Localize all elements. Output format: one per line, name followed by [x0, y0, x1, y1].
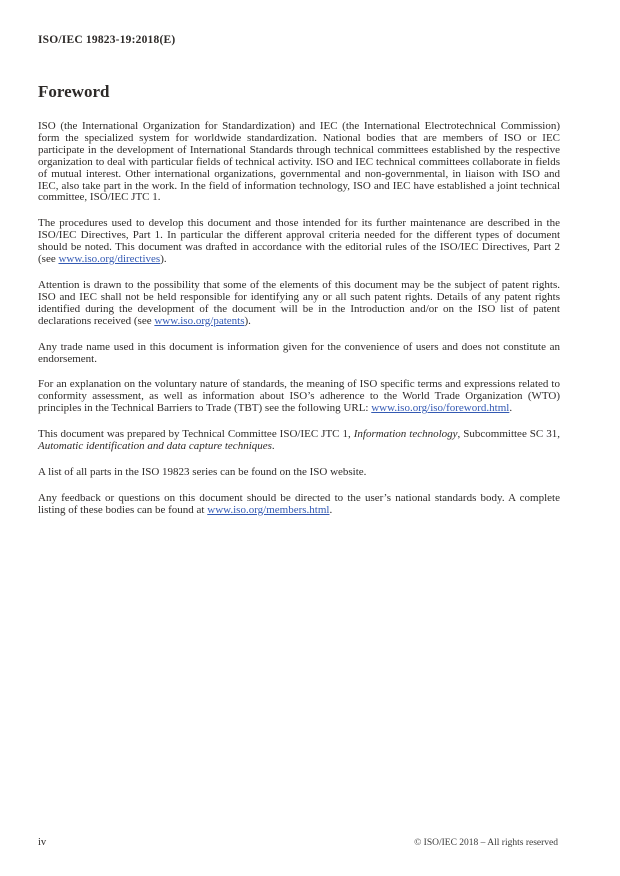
page-number: iv	[38, 837, 47, 848]
page-title: Foreword	[38, 82, 110, 101]
text-run: ISO (the International Organization for Standardization) and IEC (the International Electrotechnical Commission) form the specialized system for worldwide standardization. National bodies that are members of ISO or IEC participate in the development of International Standards through technical committees established by the respective organization to deal with particular fields of technical activity. ISO and IEC technical committees collaborate in fields of mutual interest. Other international organizations, governmental and non-governmental, in liaison with ISO and IEC, also take part in the work. In the field of information technology, ISO and IEC have established a joint technical committee, ISO/IEC JTC 1.	[38, 120, 560, 204]
paragraph	[38, 429, 560, 453]
paragraph	[38, 493, 560, 517]
hyperlink[interactable]: www.iso.org/members.html	[207, 503, 330, 516]
hyperlink[interactable]: www.iso.org/iso/foreword.html	[371, 402, 510, 415]
page-content	[38, 34, 560, 531]
italic-text: Information technology	[353, 428, 458, 441]
hyperlink[interactable]: www.iso.org/patents	[154, 314, 245, 327]
italic-text: Automatic identification and data capture techniques	[38, 440, 272, 453]
text-run: This document was prepared by Technical Committee ISO/IEC JTC 1,	[38, 428, 354, 441]
document-reference-header: ISO/IEC 19823-19:2018(E)	[38, 34, 176, 46]
paragraph	[38, 342, 560, 366]
text-run: Any feedback or questions on this document should be directed to the user’s national standards body. A complete listing of these bodies can be found at	[38, 491, 560, 516]
paragraph	[38, 467, 560, 479]
text-run: ).	[160, 253, 167, 266]
page-footer	[38, 837, 558, 848]
text-run: .	[271, 440, 275, 453]
foreword-paragraphs	[38, 121, 560, 517]
hyperlink[interactable]: www.iso.org/directives	[58, 253, 161, 266]
paragraph	[38, 280, 560, 328]
copyright-notice: © ISO/IEC 2018 – All rights reserved	[414, 838, 558, 848]
text-run: .	[329, 503, 333, 516]
text-run: Any trade name used in this document is information given for the convenience of users and does not constitute an endorsement.	[38, 340, 560, 365]
text-run: Attention is drawn to the possibility that some of the elements of this document may be the subject of patent rights. ISO and IEC shall not be held responsible for identifying any or all such patent rights. Details of any patent rights identified during the development of the document will be in the Introduction and/or on the ISO list of patent declarations received (see	[38, 278, 560, 327]
paragraph	[38, 379, 560, 415]
text-run: For an explanation on the voluntary nature of standards, the meaning of ISO specific terms and expressions related to conformity assessment, as well as information about ISO’s adherence to the World Trade Organization (WTO) principles in the Technical Barriers to Trade (TBT) see the following URL:	[38, 378, 560, 415]
paragraph	[38, 121, 560, 204]
paragraph	[38, 218, 560, 266]
text-run: A list of all parts in the ISO 19823 series can be found on the ISO website.	[38, 465, 367, 478]
text-run: .	[509, 402, 513, 415]
text-run: ).	[244, 314, 251, 327]
text-run: The procedures used to develop this document and those intended for its further maintenance are described in the ISO/IEC Directives, Part 1. In particular the different approval criteria needed for the different types of document should be noted. This document was drafted in accordance with the editorial rules of the ISO/IEC Directives, Part 2 (see	[38, 217, 560, 266]
text-run: , Subcommittee SC 31,	[457, 428, 560, 441]
